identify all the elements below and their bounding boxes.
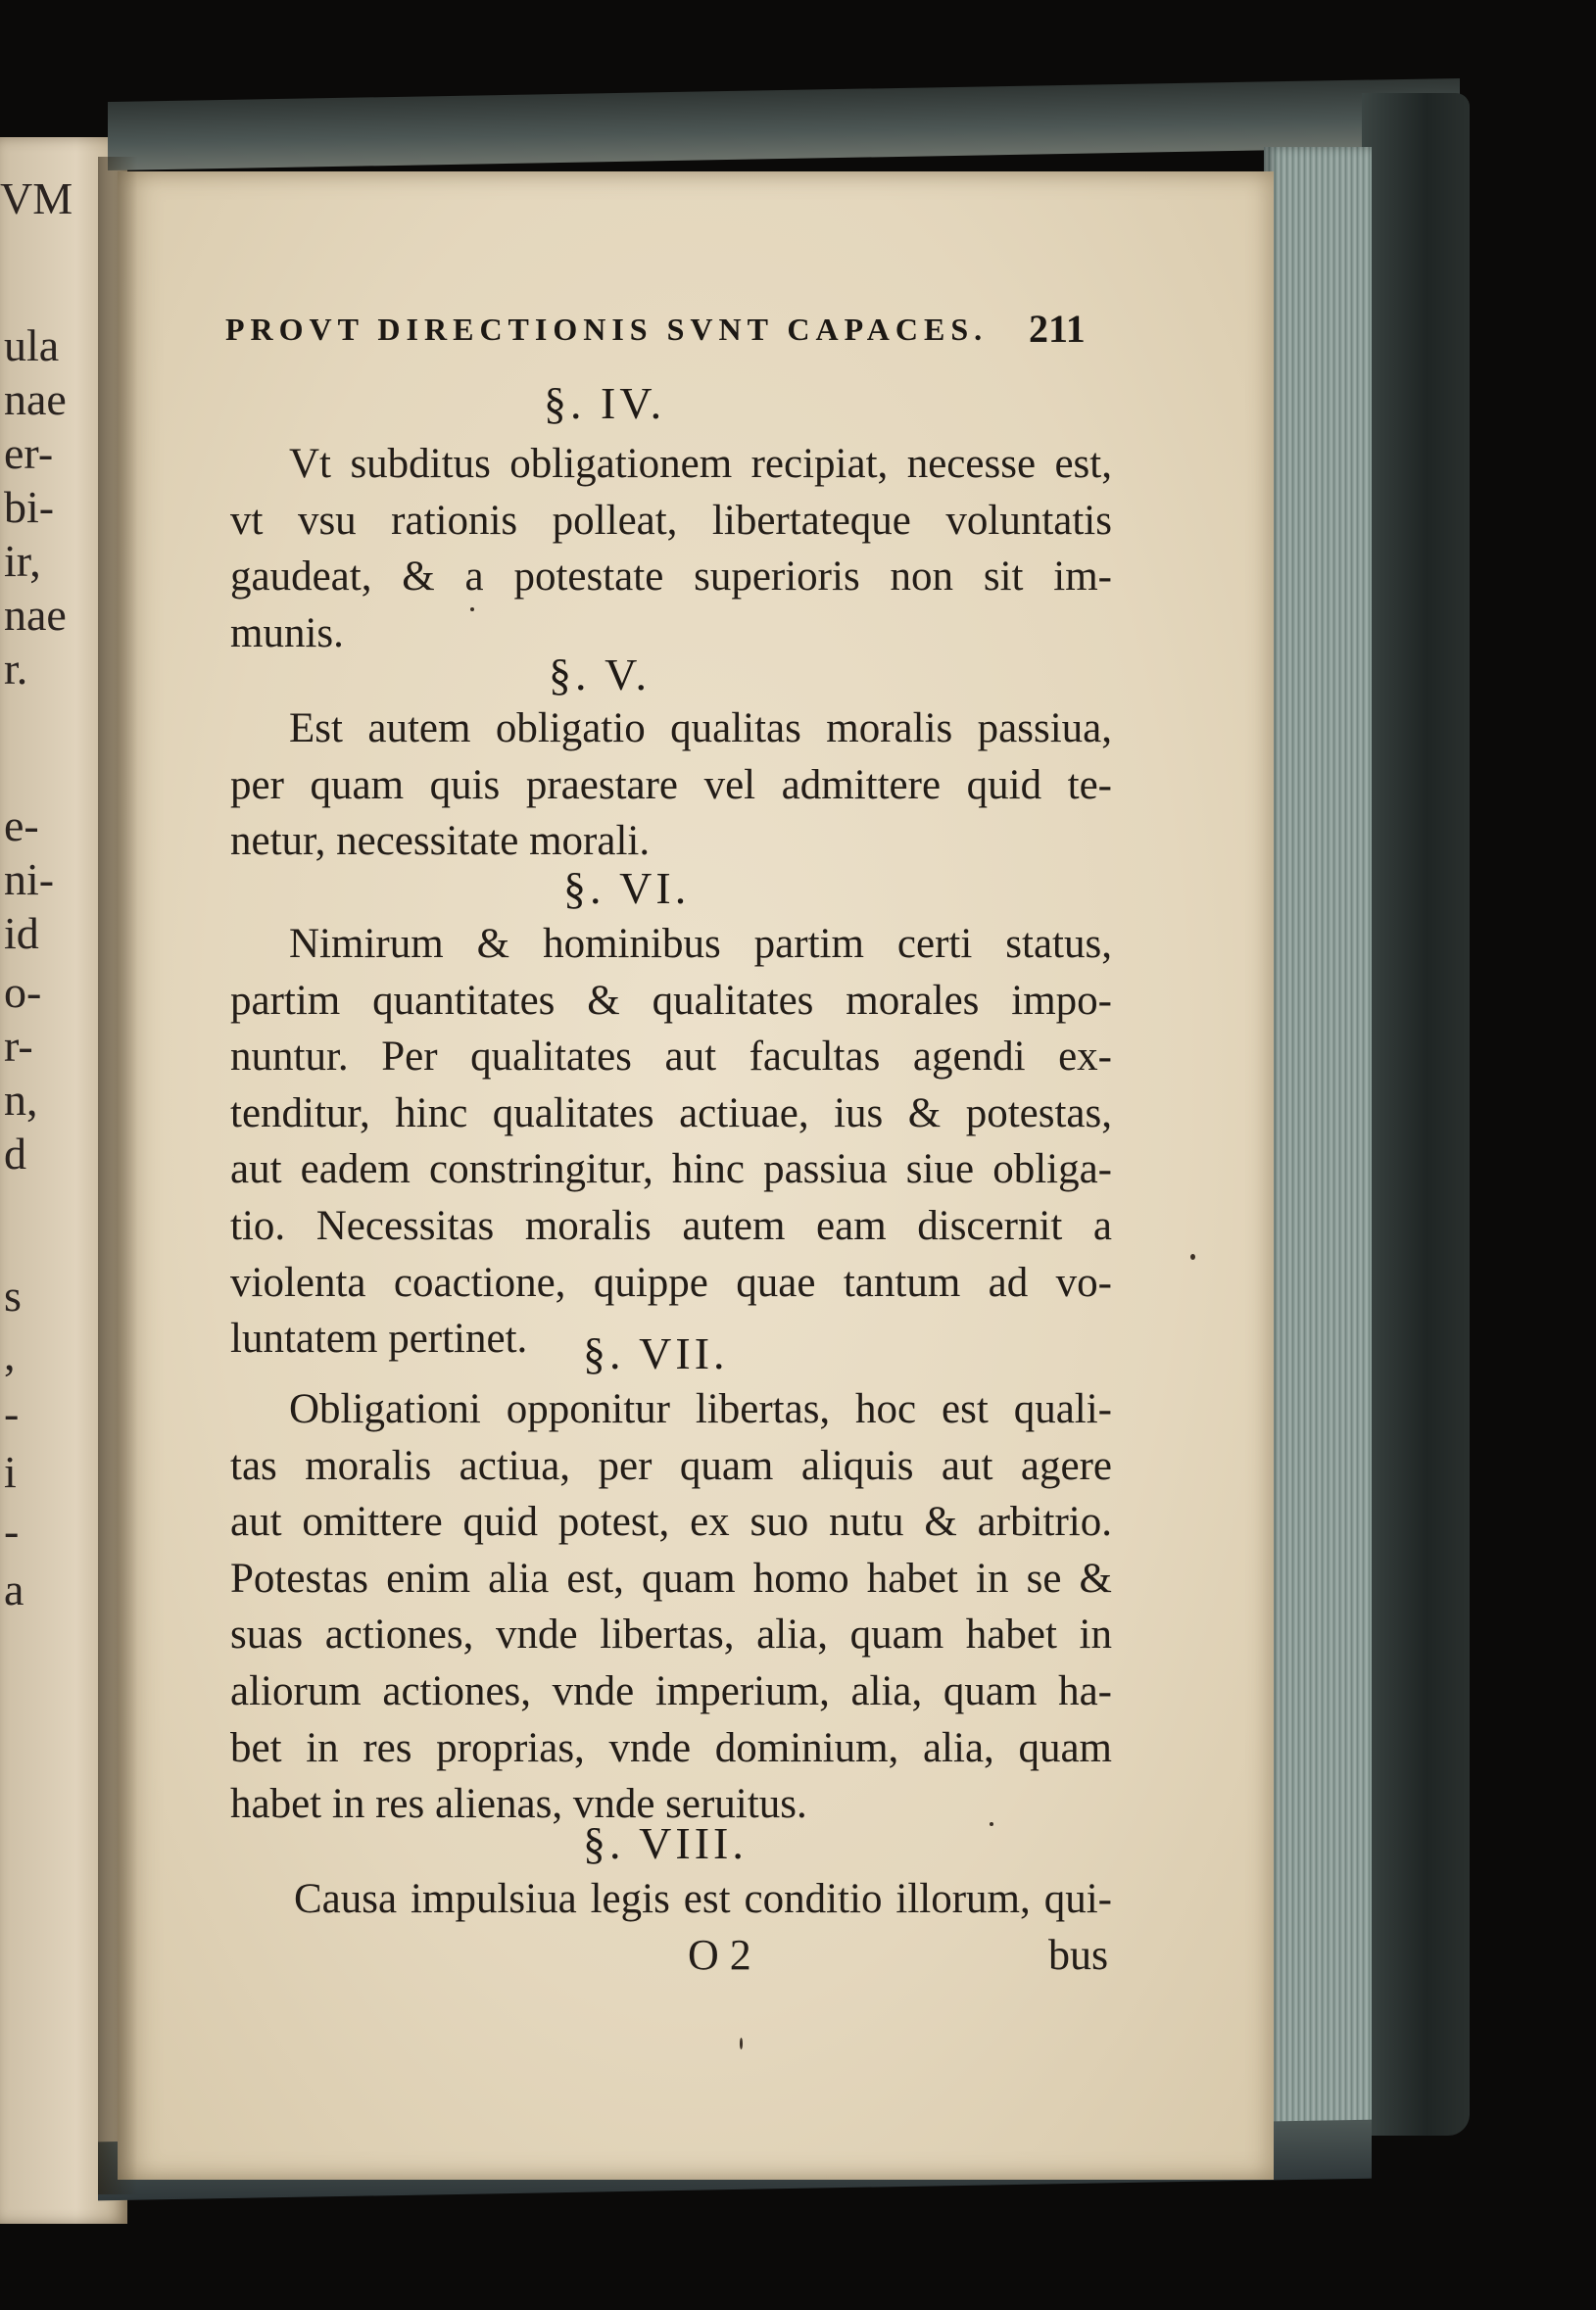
left-page-text-fragment: i	[4, 1447, 17, 1497]
left-page-text-fragment: nae	[4, 374, 67, 424]
paper-speck	[740, 2038, 743, 2049]
text-line: gaudeat, & a potestate superioris non sit im-	[230, 553, 1112, 601]
left-page-text-fragment: n,	[4, 1075, 38, 1125]
left-page-text-fragment: ,	[4, 1329, 16, 1379]
section-heading-vi: §. VI.	[563, 863, 691, 913]
text-line: Obligationi opponitur libertas, hoc est quali-	[289, 1386, 1112, 1432]
text-line: aut eadem constringitur, hinc passiua siue obliga-	[230, 1146, 1112, 1193]
text-line: netur, necessitate morali.	[230, 818, 651, 865]
section-viii-text	[294, 1871, 1112, 1928]
paper-speck	[1190, 1254, 1195, 1260]
text-line: luntatem pertinet.	[230, 1316, 528, 1363]
text-line: vt vsu rationis polleat, libertateque voluntatis	[230, 497, 1112, 544]
left-page-text-fragment: VM	[0, 173, 73, 223]
book-right-cover	[1362, 93, 1470, 2136]
text-line: bet in res proprias, vnde dominium, alia, quam	[230, 1724, 1112, 1771]
book-top-cover	[108, 78, 1460, 170]
running-title: PROVT DIRECTIONIS SVNT CAPACES.	[225, 312, 989, 347]
left-page-text-fragment: -	[4, 1388, 20, 1438]
left-page-text-fragment: r.	[4, 644, 28, 694]
section-heading-v: §. V.	[549, 650, 651, 699]
left-page-text-fragment: r-	[4, 1021, 33, 1071]
text-line: munis.	[230, 609, 344, 656]
left-page-text-fragment: s	[4, 1271, 22, 1321]
section-heading-vii: §. VII.	[583, 1328, 729, 1378]
section-heading-viii: §. VIII.	[583, 1818, 748, 1868]
text-line: tenditur, hinc qualitates actiuae, ius & potestas,	[230, 1089, 1112, 1136]
left-page-text-fragment: d	[4, 1129, 26, 1179]
text-line: tio. Necessitas moralis autem eam discernit a	[230, 1202, 1112, 1249]
section-vii-text	[230, 1381, 1112, 1833]
left-page-text-fragment: -	[4, 1506, 20, 1556]
text-line: tas moralis actiua, per quam aliquis aut agere	[230, 1442, 1112, 1489]
left-page-text-fragment: ir,	[4, 536, 41, 586]
text-line: aliorum actiones, vnde imperium, alia, quam ha-	[230, 1667, 1112, 1714]
section-v-text	[230, 700, 1112, 870]
left-page-text-fragment: nae	[4, 590, 67, 640]
left-page-text-fragment: o-	[4, 967, 42, 1017]
text-line: habet in res alienas, vnde seruitus.	[230, 1781, 807, 1828]
left-page-text-fragment: id	[4, 908, 39, 958]
text-line: suas actiones, vnde libertas, alia, quam habet in	[230, 1612, 1112, 1659]
left-page-text-fragment: a	[4, 1564, 24, 1614]
paper-speck	[470, 607, 474, 611]
left-page-text-fragment: e-	[4, 800, 39, 850]
signature-mark: O 2	[688, 1931, 751, 1979]
section-iv-text	[230, 436, 1112, 661]
section-vi-text	[230, 916, 1112, 1368]
left-page-text-fragment: bi-	[4, 482, 55, 532]
left-page-text-fragment: er-	[4, 428, 54, 478]
text-line: aut omittere quid potest, ex suo nutu & arbitrio.	[230, 1499, 1112, 1546]
text-line: violenta coactione, quippe quae tantum ad vo-	[230, 1259, 1112, 1306]
catchword: bus	[1048, 1931, 1109, 1979]
text-line: Nimirum & hominibus partim certi status,	[289, 921, 1112, 967]
text-line: per quam quis praestare vel admittere quid te-	[230, 761, 1112, 808]
left-page-text-fragment: ni-	[4, 854, 55, 904]
gutter-shadow	[98, 157, 137, 2194]
text-line: nuntur. Per qualitates aut facultas agendi ex-	[230, 1034, 1112, 1081]
text-line: Causa impulsiua legis est conditio illorum, qui-	[294, 1876, 1112, 1922]
section-heading-iv: §. IV.	[544, 378, 666, 428]
left-page-text-fragment: ula	[4, 320, 60, 370]
text-line: Vt subditus obligationem recipiat, necesse est,	[289, 441, 1112, 487]
page-number: 211	[1029, 307, 1086, 351]
text-line: Potestas enim alia est, quam homo habet in se &	[230, 1555, 1112, 1602]
text-line: Est autem obligatio qualitas moralis passiua,	[289, 705, 1112, 751]
text-line: partim quantitates & qualitates morales impo-	[230, 977, 1112, 1024]
paper-speck	[990, 1822, 993, 1826]
page-edges	[1264, 147, 1372, 2141]
